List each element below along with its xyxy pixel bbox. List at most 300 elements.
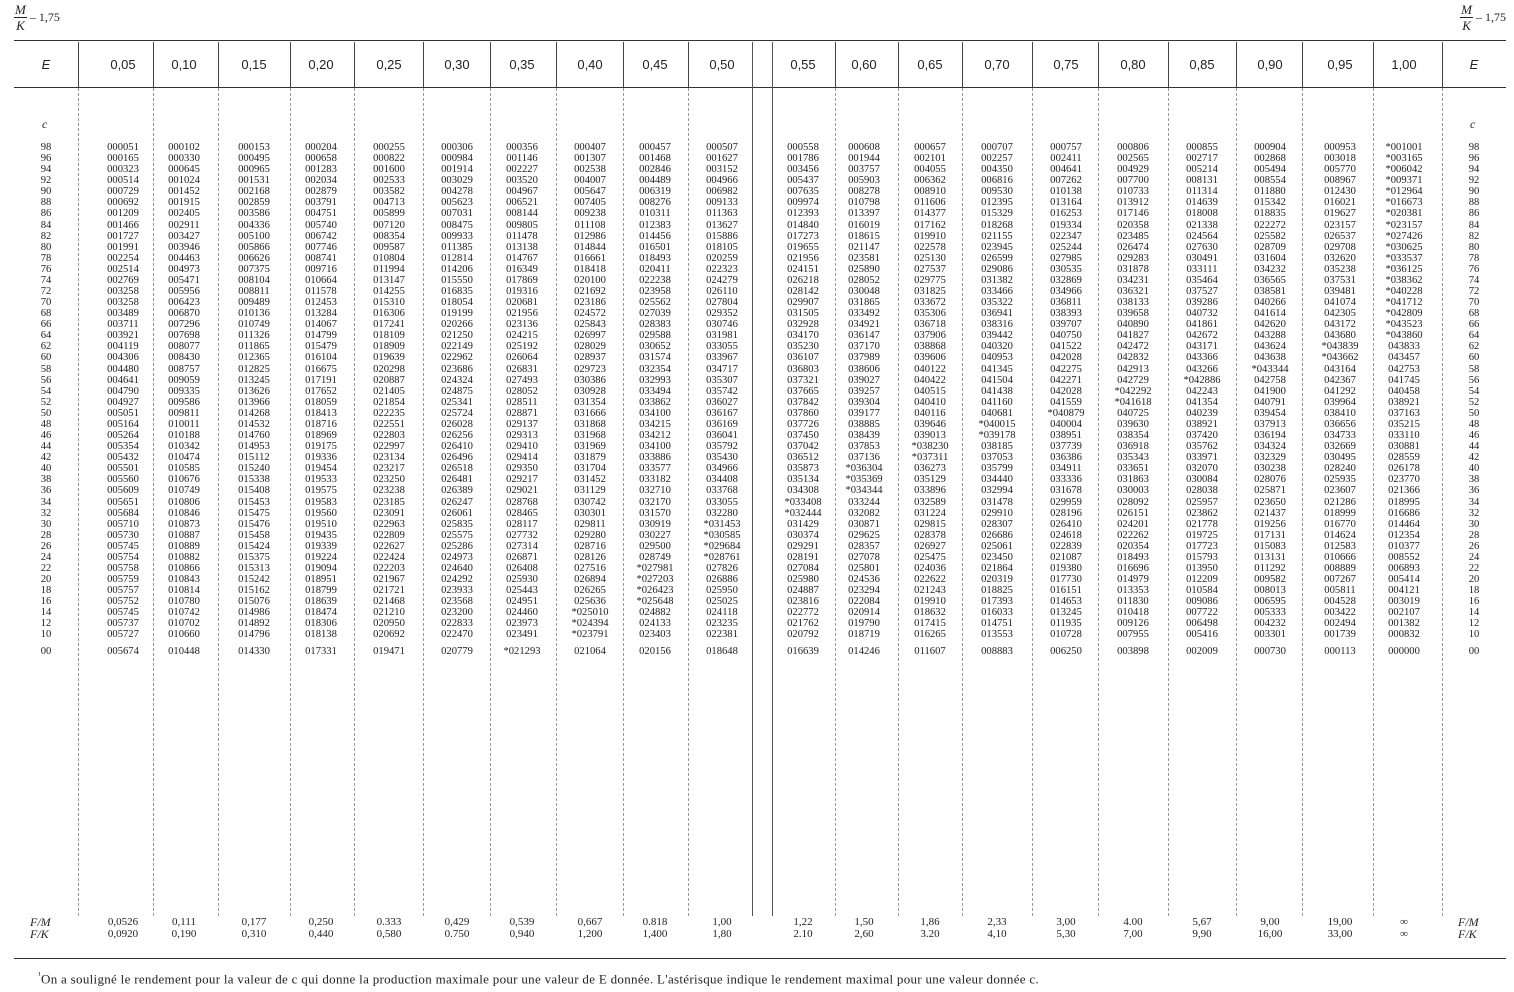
- table-cell: 000153: [238, 142, 270, 153]
- table-cell: 010814: [168, 585, 200, 597]
- table-cell: *003165: [1385, 153, 1423, 165]
- row-group: [289, 474, 353, 529]
- table-cell: 000757: [1050, 142, 1082, 153]
- table-cell: 019334: [1050, 219, 1082, 231]
- table-cell: 018632: [914, 607, 946, 619]
- table-cell: 018909: [373, 341, 405, 353]
- table-cell: 039454: [1254, 407, 1286, 419]
- table-cell: 011108: [574, 219, 606, 231]
- row-group: [357, 197, 421, 252]
- e-value-header: 0,85: [1189, 57, 1215, 72]
- table-cell: 014639: [1186, 197, 1218, 209]
- table-cell: 005100: [238, 230, 270, 242]
- table-top-rule: [14, 40, 1506, 41]
- row-group: [965, 364, 1029, 419]
- table-cell: 005414: [1388, 574, 1420, 586]
- row-group: [357, 641, 421, 696]
- c-value: 90: [40, 186, 52, 198]
- table-cell: 023250: [373, 474, 405, 486]
- table-cell: 004966: [706, 175, 738, 187]
- table-cell: 008104: [238, 274, 270, 286]
- row-group: [1372, 585, 1436, 640]
- table-cell: 014892: [238, 618, 270, 630]
- c-value: 20: [40, 574, 52, 586]
- table-cell: 038354: [1117, 430, 1149, 442]
- table-cell: 026927: [914, 540, 946, 552]
- row-group: [490, 641, 554, 696]
- table-cell: 028307: [981, 518, 1013, 530]
- table-cell: 007031: [441, 208, 473, 220]
- table-cell: 005759: [107, 574, 139, 586]
- c-value: 40: [40, 463, 52, 475]
- row-group: [1308, 474, 1372, 529]
- table-cell: 010806: [168, 496, 200, 508]
- table-cell: 010676: [168, 474, 200, 486]
- table-cell: *001001: [1385, 142, 1423, 153]
- fm-value: 0,0526: [107, 916, 139, 928]
- column-divider: [1098, 42, 1099, 87]
- table-cell: 007267: [1324, 574, 1356, 586]
- table-cell: 001024: [168, 175, 200, 187]
- table-cell: 023157: [1324, 219, 1356, 231]
- table-cell: 024882: [639, 607, 671, 619]
- row-group: [1238, 419, 1302, 474]
- row-group: [91, 419, 155, 474]
- row-group: [1372, 253, 1436, 308]
- column-divider: [290, 42, 291, 87]
- table-cell: 000000: [1388, 645, 1420, 657]
- c-value: 00: [1468, 645, 1480, 657]
- table-cell: *025648: [636, 596, 674, 608]
- table-cell: 012365: [238, 352, 270, 364]
- table-cell: 003489: [107, 308, 139, 320]
- table-cell: 040725: [1117, 407, 1149, 419]
- table-cell: 036167: [706, 407, 738, 419]
- table-cell: 022809: [373, 529, 405, 541]
- fm-value: 0,429: [444, 916, 470, 928]
- row-group: [558, 419, 622, 474]
- table-cell: 010882: [168, 551, 200, 563]
- table-cell: *040015: [978, 418, 1016, 430]
- table-cell: 010798: [848, 197, 880, 209]
- table-cell: 008013: [1254, 585, 1286, 597]
- e-value-header: 0,15: [241, 57, 267, 72]
- table-cell: 014206: [441, 263, 473, 275]
- table-cell: *034344: [845, 485, 883, 497]
- row-group: [771, 419, 835, 474]
- table-cell: 018951: [305, 574, 337, 586]
- table-cell: 024572: [574, 308, 606, 320]
- table-cell: 025724: [441, 407, 473, 419]
- fk-label-right: F/K: [1458, 927, 1477, 941]
- table-cell: 023958: [639, 286, 671, 298]
- row-group: [490, 419, 554, 474]
- table-cell: 023403: [639, 629, 671, 641]
- row-group: [222, 641, 286, 696]
- e-value-header: 0,50: [709, 57, 735, 72]
- table-cell: 004641: [107, 374, 139, 386]
- table-cell: 024036: [914, 562, 946, 574]
- table-cell: 020887: [373, 374, 405, 386]
- table-cell: 018995: [1388, 496, 1420, 508]
- table-cell: 029907: [787, 297, 819, 309]
- column-divider: [835, 42, 836, 87]
- row-group: [690, 641, 754, 696]
- row-group: [357, 419, 421, 474]
- table-cell: 009530: [981, 186, 1013, 198]
- data-column: [1372, 142, 1436, 696]
- table-cell: 035134: [787, 474, 819, 486]
- table-cell: 009811: [168, 407, 200, 419]
- row-group: [222, 142, 286, 197]
- table-cell: 006982: [706, 186, 738, 198]
- c-value: 00: [40, 645, 52, 657]
- row-group: [965, 308, 1029, 363]
- table-cell: 030928: [574, 385, 606, 397]
- table-cell: 020358: [1117, 219, 1149, 231]
- table-cell: 003582: [373, 186, 405, 198]
- table-cell: 023485: [1117, 230, 1149, 242]
- table-cell: 000730: [1254, 645, 1286, 657]
- table-cell: *023157: [1385, 219, 1423, 231]
- table-cell: 017869: [506, 274, 538, 286]
- table-cell: 040422: [914, 374, 946, 386]
- table-cell: 000113: [1324, 645, 1356, 657]
- table-cell: 003711: [107, 319, 139, 331]
- c-values-left: [26, 142, 66, 696]
- row-group: [771, 253, 835, 308]
- table-cell: 023581: [848, 252, 880, 264]
- table-cell: 019224: [305, 551, 337, 563]
- table-cell: 005437: [787, 175, 819, 187]
- table-cell: *033408: [784, 496, 822, 508]
- table-cell: 000953: [1324, 142, 1356, 153]
- table-cell: 029723: [574, 363, 606, 375]
- table-cell: 015479: [305, 341, 337, 353]
- table-cell: 033055: [706, 496, 738, 508]
- c-value: 60: [40, 352, 52, 364]
- table-cell: 029775: [914, 274, 946, 286]
- table-cell: 016265: [914, 629, 946, 641]
- table-cell: 023650: [1254, 496, 1286, 508]
- row-group: [1308, 197, 1372, 252]
- row-group: [558, 308, 622, 363]
- c-value: 28: [40, 529, 52, 541]
- table-cell: *024394: [571, 618, 609, 630]
- table-cell: 007746: [305, 241, 337, 253]
- table-cell: 025061: [981, 540, 1013, 552]
- column-divider: [1032, 42, 1033, 87]
- table-cell: 006595: [1254, 596, 1286, 608]
- row-group: [690, 474, 754, 529]
- table-cell: 000051: [107, 142, 139, 153]
- table-cell: 010873: [168, 518, 200, 530]
- row-group: [832, 474, 896, 529]
- c-value: 18: [1468, 585, 1480, 597]
- row-group: [771, 530, 835, 585]
- c-value: 72: [40, 286, 52, 298]
- table-cell: 033862: [639, 396, 671, 408]
- m-over-k-fraction: $\frac{M}{K}$: [15, 2, 26, 33]
- table-cell: 022997: [373, 441, 405, 453]
- table-cell: 018493: [1117, 551, 1149, 563]
- table-cell: 028511: [506, 396, 538, 408]
- table-cell: 037906: [914, 330, 946, 342]
- table-cell: 036803: [787, 363, 819, 375]
- table-cell: 007698: [168, 330, 200, 342]
- c-value: 78: [40, 252, 52, 264]
- table-cell: 030048: [848, 286, 880, 298]
- table-cell: 039630: [1117, 418, 1149, 430]
- table-cell: 004306: [107, 352, 139, 364]
- c-value: 22: [1468, 562, 1480, 574]
- c-value: 84: [1468, 219, 1480, 231]
- table-cell: 003152: [706, 164, 738, 176]
- table-cell: 017131: [1254, 529, 1286, 541]
- e-value-header: 0,75: [1053, 57, 1079, 72]
- table-cell: 000495: [238, 153, 270, 165]
- table-cell: 015550: [441, 274, 473, 286]
- table-cell: 025871: [1254, 485, 1286, 497]
- fk-value: 1,80: [712, 928, 732, 940]
- table-cell: 010474: [168, 452, 200, 464]
- table-cell: 014532: [238, 418, 270, 430]
- row-group: [425, 585, 489, 640]
- row-group: [623, 641, 687, 696]
- data-column: [425, 142, 489, 696]
- row-group: [425, 474, 489, 529]
- table-cell: 026831: [506, 363, 538, 375]
- row-group: [152, 197, 216, 252]
- table-cell: 021692: [574, 286, 606, 298]
- table-cell: 026064: [506, 352, 538, 364]
- table-cell: 041345: [981, 363, 1013, 375]
- column-divider: [556, 42, 557, 87]
- table-cell: 023238: [373, 485, 405, 497]
- table-cell: 024973: [441, 551, 473, 563]
- c-group: [1454, 253, 1494, 308]
- row-group: [222, 419, 286, 474]
- table-cell: 031570: [639, 507, 671, 519]
- table-cell: 042913: [1117, 363, 1149, 375]
- table-cell: 036147: [848, 330, 880, 342]
- table-cell: 037527: [1186, 286, 1218, 298]
- table-cell: 033244: [848, 496, 880, 508]
- c-value: 74: [40, 274, 52, 286]
- table-cell: 023235: [706, 618, 738, 630]
- c-value: 62: [1468, 341, 1480, 353]
- table-cell: 031382: [981, 274, 1013, 286]
- column-guide: [556, 88, 557, 916]
- column-guide: [962, 88, 963, 916]
- table-cell: 013626: [238, 385, 270, 397]
- table-cell: 039964: [1324, 396, 1356, 408]
- data-column: [690, 142, 754, 696]
- table-cell: 029313: [506, 430, 538, 442]
- table-cell: 026481: [441, 474, 473, 486]
- table-cell: 001786: [787, 153, 819, 165]
- table-cell: 027537: [914, 263, 946, 275]
- table-cell: 024618: [1050, 529, 1082, 541]
- table-cell: 029280: [574, 529, 606, 541]
- table-cell: 040410: [914, 396, 946, 408]
- row-group: [357, 474, 421, 529]
- row-group: [289, 364, 353, 419]
- table-cell: 032928: [787, 319, 819, 331]
- table-cell: 031129: [574, 485, 606, 497]
- table-header-row: [14, 42, 1506, 88]
- column-divider: [688, 42, 689, 87]
- table-cell: 010780: [168, 596, 200, 608]
- table-cell: 010660: [168, 629, 200, 641]
- e-value-header: 0,30: [444, 57, 470, 72]
- table-cell: 017146: [1117, 208, 1149, 220]
- table-cell: 020319: [981, 574, 1013, 586]
- table-cell: 015408: [238, 485, 270, 497]
- row-group: [91, 641, 155, 696]
- row-group: [425, 419, 489, 474]
- row-group: [490, 142, 554, 197]
- table-cell: 039707: [1050, 319, 1082, 331]
- fk-value: ∞: [1400, 928, 1408, 940]
- row-group: [91, 530, 155, 585]
- table-cell: 016501: [639, 241, 671, 253]
- table-cell: 035215: [1388, 418, 1420, 430]
- table-cell: 020354: [1117, 540, 1149, 552]
- table-cell: 006423: [168, 297, 200, 309]
- table-cell: 005609: [107, 485, 139, 497]
- table-cell: 022551: [373, 418, 405, 430]
- table-cell: 041827: [1117, 330, 1149, 342]
- table-cell: 017723: [1186, 540, 1218, 552]
- c-value: 84: [40, 219, 52, 231]
- row-group: [1170, 142, 1234, 197]
- table-cell: 008757: [168, 363, 200, 375]
- table-cell: 035762: [1186, 441, 1218, 453]
- table-cell: 021147: [848, 241, 880, 253]
- table-cell: 039304: [848, 396, 880, 408]
- table-cell: 003258: [107, 297, 139, 309]
- row-group: [289, 308, 353, 363]
- table-cell: 005745: [107, 540, 139, 552]
- table-cell: 019454: [305, 463, 337, 475]
- table-cell: 001600: [373, 164, 405, 176]
- c-value: 56: [1468, 374, 1480, 386]
- table-cell: 012814: [441, 252, 473, 264]
- data-column: [1170, 142, 1234, 696]
- table-cell: 003921: [107, 330, 139, 342]
- table-cell: 002538: [574, 164, 606, 176]
- table-cell: 035873: [787, 463, 819, 475]
- column-divider: [354, 42, 355, 87]
- fm-value: 0,111: [172, 916, 196, 928]
- column-guide: [688, 88, 689, 916]
- table-cell: 040732: [1186, 308, 1218, 320]
- table-cell: *036125: [1385, 263, 1423, 275]
- table-cell: 038316: [981, 319, 1013, 331]
- table-cell: 002405: [168, 208, 200, 220]
- table-cell: 017273: [787, 230, 819, 242]
- table-cell: 033111: [1186, 263, 1218, 275]
- row-group: [1372, 197, 1436, 252]
- table-cell: 022772: [787, 607, 819, 619]
- c-value: 14: [1468, 607, 1480, 619]
- table-cell: 043833: [1388, 341, 1420, 353]
- table-cell: 023185: [373, 496, 405, 508]
- c-value: 28: [1468, 529, 1480, 541]
- table-cell: 026894: [574, 574, 606, 586]
- table-cell: 010585: [168, 463, 200, 475]
- c-value: 48: [40, 418, 52, 430]
- table-cell: 021087: [1050, 551, 1082, 563]
- table-cell: 042729: [1117, 374, 1149, 386]
- table-cell: 005264: [107, 430, 139, 442]
- row-group: [1034, 474, 1098, 529]
- data-column: [898, 142, 962, 696]
- table-cell: 001146: [506, 153, 538, 165]
- data-column: [623, 142, 687, 696]
- table-cell: 015453: [238, 496, 270, 508]
- table-cell: 011607: [914, 645, 946, 657]
- table-cell: 022470: [441, 629, 473, 641]
- table-cell: 022963: [373, 518, 405, 530]
- table-cell: 030227: [639, 529, 671, 541]
- table-cell: 020779: [441, 645, 473, 657]
- row-group: [1034, 585, 1098, 640]
- row-group: [1170, 419, 1234, 474]
- table-cell: 006626: [238, 252, 270, 264]
- table-cell: 040004: [1050, 418, 1082, 430]
- table-cell: 031969: [574, 441, 606, 453]
- table-cell: 019725: [1186, 529, 1218, 541]
- table-cell: 024460: [506, 607, 538, 619]
- table-cell: 005730: [107, 529, 139, 541]
- row-group: [490, 585, 554, 640]
- table-cell: 033466: [981, 286, 1013, 298]
- table-cell: 000729: [107, 186, 139, 198]
- c-group: [1454, 308, 1494, 363]
- c-value: 94: [1468, 164, 1480, 176]
- row-group: [1034, 253, 1098, 308]
- e-value-header: 0,10: [171, 57, 197, 72]
- table-cell: 018306: [305, 618, 337, 630]
- table-cell: 025443: [506, 585, 538, 597]
- table-cell: 038921: [1388, 396, 1420, 408]
- table-cell: 013966: [238, 396, 270, 408]
- c-value: 40: [1468, 463, 1480, 475]
- table-cell: 012583: [1324, 540, 1356, 552]
- table-cell: 021864: [981, 562, 1013, 574]
- table-cell: 001382: [1388, 618, 1420, 630]
- c-group: [1454, 364, 1494, 419]
- row-group: [832, 142, 896, 197]
- row-group: [1372, 364, 1436, 419]
- row-group: [558, 585, 622, 640]
- table-cell: 003029: [441, 175, 473, 187]
- c-value: 32: [40, 507, 52, 519]
- table-cell: 004528: [1324, 596, 1356, 608]
- table-cell: 015329: [981, 208, 1013, 220]
- table-cell: 004055: [914, 164, 946, 176]
- table-cell: 027039: [639, 308, 671, 320]
- row-group: [1238, 253, 1302, 308]
- row-group: [222, 585, 286, 640]
- table-cell: 020156: [639, 645, 671, 657]
- table-cell: 036565: [1254, 274, 1286, 286]
- column-divider: [423, 42, 424, 87]
- table-cell: 031604: [1254, 252, 1286, 264]
- table-cell: 005770: [1324, 164, 1356, 176]
